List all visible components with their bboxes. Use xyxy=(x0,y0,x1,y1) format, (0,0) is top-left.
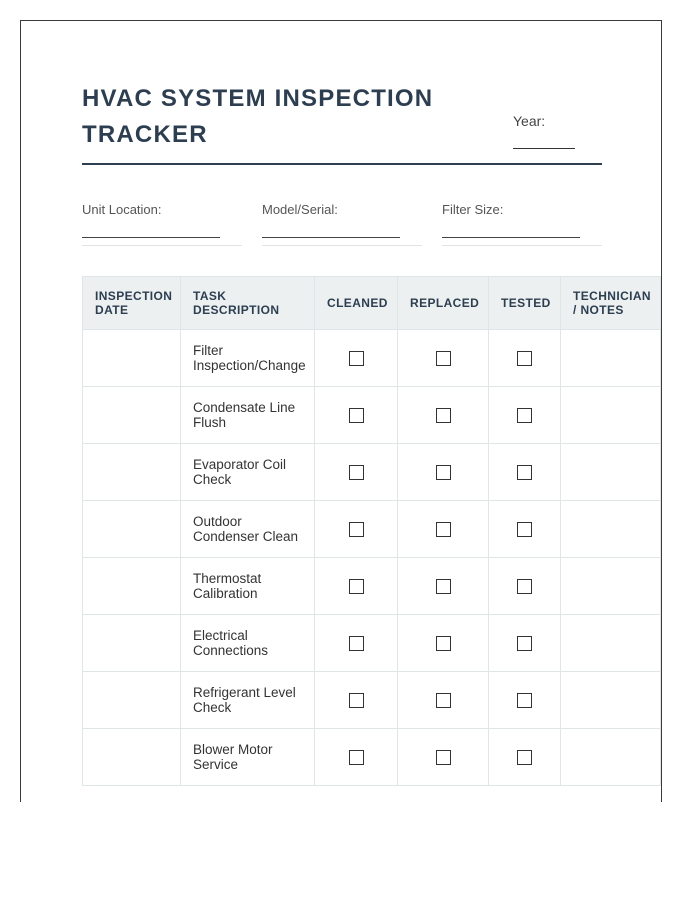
replaced-cell xyxy=(398,672,489,729)
filter-size-field xyxy=(442,202,602,246)
cleaned-cell xyxy=(315,672,398,729)
cleaned-cell xyxy=(315,729,398,786)
tested-checkbox[interactable] xyxy=(517,465,532,480)
replaced-cell xyxy=(398,387,489,444)
cleaned-checkbox[interactable] xyxy=(349,351,364,366)
replaced-checkbox[interactable] xyxy=(436,522,451,537)
cleaned-cell xyxy=(315,501,398,558)
tested-cell xyxy=(489,558,561,615)
technician-notes-cell[interactable] xyxy=(561,444,661,501)
replaced-checkbox[interactable] xyxy=(436,579,451,594)
table-row xyxy=(83,444,661,501)
inspection-date-cell[interactable] xyxy=(83,387,181,444)
technician-notes-cell[interactable] xyxy=(561,501,661,558)
table-row xyxy=(83,729,661,786)
technician-notes-cell[interactable] xyxy=(561,330,661,387)
unit-location-field xyxy=(82,202,242,246)
technician-notes-cell[interactable] xyxy=(561,729,661,786)
cleaned-checkbox[interactable] xyxy=(349,636,364,651)
title-divider xyxy=(82,163,602,165)
replaced-cell xyxy=(398,558,489,615)
inspection-date-cell[interactable] xyxy=(83,672,181,729)
tested-cell xyxy=(489,444,561,501)
cleaned-checkbox[interactable] xyxy=(349,579,364,594)
inspection-date-cell[interactable] xyxy=(83,501,181,558)
task-description-cell: Condensate Line Flush xyxy=(181,387,315,444)
tested-cell xyxy=(489,672,561,729)
form-title: HVAC SYSTEM INSPECTION TRACKER xyxy=(82,85,434,148)
task-description-cell: Electrical Connections xyxy=(181,615,315,672)
header-inspection-date: INSPECTION DATE xyxy=(83,277,181,330)
technician-notes-cell[interactable] xyxy=(561,387,661,444)
table-row xyxy=(83,615,661,672)
unit-location-label: Unit Location: xyxy=(82,202,162,217)
model-serial-input-line[interactable] xyxy=(262,237,400,238)
tested-checkbox[interactable] xyxy=(517,408,532,423)
inspection-sheet xyxy=(20,20,662,802)
cleaned-cell xyxy=(315,444,398,501)
header-cleaned: CLEANED xyxy=(315,277,398,330)
header-tested: TESTED xyxy=(489,277,561,330)
task-description-cell: Thermostat Calibration xyxy=(181,558,315,615)
model-serial-label: Model/Serial: xyxy=(262,202,338,217)
inspection-date-cell[interactable] xyxy=(83,444,181,501)
model-serial-field xyxy=(262,202,422,246)
replaced-checkbox[interactable] xyxy=(436,465,451,480)
table-row xyxy=(83,387,661,444)
table-row xyxy=(83,501,661,558)
tested-checkbox[interactable] xyxy=(517,351,532,366)
table-row xyxy=(83,330,661,387)
task-description-cell: Outdoor Condenser Clean xyxy=(181,501,315,558)
replaced-checkbox[interactable] xyxy=(436,408,451,423)
filter-size-label: Filter Size: xyxy=(442,202,504,217)
filter-size-input-line[interactable] xyxy=(442,237,580,238)
replaced-cell xyxy=(398,330,489,387)
tested-checkbox[interactable] xyxy=(517,522,532,537)
replaced-cell xyxy=(398,615,489,672)
cleaned-checkbox[interactable] xyxy=(349,465,364,480)
table-header-row xyxy=(83,277,661,330)
cleaned-cell xyxy=(315,387,398,444)
tested-cell xyxy=(489,330,561,387)
replaced-checkbox[interactable] xyxy=(436,693,451,708)
cleaned-cell xyxy=(315,558,398,615)
replaced-cell xyxy=(398,729,489,786)
cleaned-checkbox[interactable] xyxy=(349,693,364,708)
tested-cell xyxy=(489,387,561,444)
technician-notes-cell[interactable] xyxy=(561,672,661,729)
inspection-table xyxy=(82,276,661,786)
replaced-checkbox[interactable] xyxy=(436,351,451,366)
table-row xyxy=(83,558,661,615)
inspection-date-cell[interactable] xyxy=(83,615,181,672)
cleaned-checkbox[interactable] xyxy=(349,408,364,423)
cleaned-cell xyxy=(315,615,398,672)
header-technician-notes: TECHNICIAN / NOTES xyxy=(561,277,661,330)
task-description-cell: Refrigerant Level Check xyxy=(181,672,315,729)
tested-checkbox[interactable] xyxy=(517,579,532,594)
tested-cell xyxy=(489,615,561,672)
cleaned-cell xyxy=(315,330,398,387)
technician-notes-cell[interactable] xyxy=(561,615,661,672)
inspection-date-cell[interactable] xyxy=(83,330,181,387)
replaced-cell xyxy=(398,501,489,558)
unit-location-input-line[interactable] xyxy=(82,237,220,238)
year-label: Year: xyxy=(513,113,546,129)
replaced-checkbox[interactable] xyxy=(436,750,451,765)
header-task-description: TASK DESCRIPTION xyxy=(181,277,315,330)
task-description-cell: Filter Inspection/Change xyxy=(181,330,315,387)
header-replaced: REPLACED xyxy=(398,277,489,330)
tested-cell xyxy=(489,729,561,786)
year-input-line[interactable] xyxy=(513,148,575,149)
replaced-cell xyxy=(398,444,489,501)
tested-checkbox[interactable] xyxy=(517,750,532,765)
technician-notes-cell[interactable] xyxy=(561,558,661,615)
inspection-date-cell[interactable] xyxy=(83,558,181,615)
inspection-date-cell[interactable] xyxy=(83,729,181,786)
replaced-checkbox[interactable] xyxy=(436,636,451,651)
task-description-cell: Blower Motor Service xyxy=(181,729,315,786)
cleaned-checkbox[interactable] xyxy=(349,522,364,537)
cleaned-checkbox[interactable] xyxy=(349,750,364,765)
tested-checkbox[interactable] xyxy=(517,636,532,651)
task-description-cell: Evaporator Coil Check xyxy=(181,444,315,501)
table-row xyxy=(83,672,661,729)
tested-cell xyxy=(489,501,561,558)
tested-checkbox[interactable] xyxy=(517,693,532,708)
